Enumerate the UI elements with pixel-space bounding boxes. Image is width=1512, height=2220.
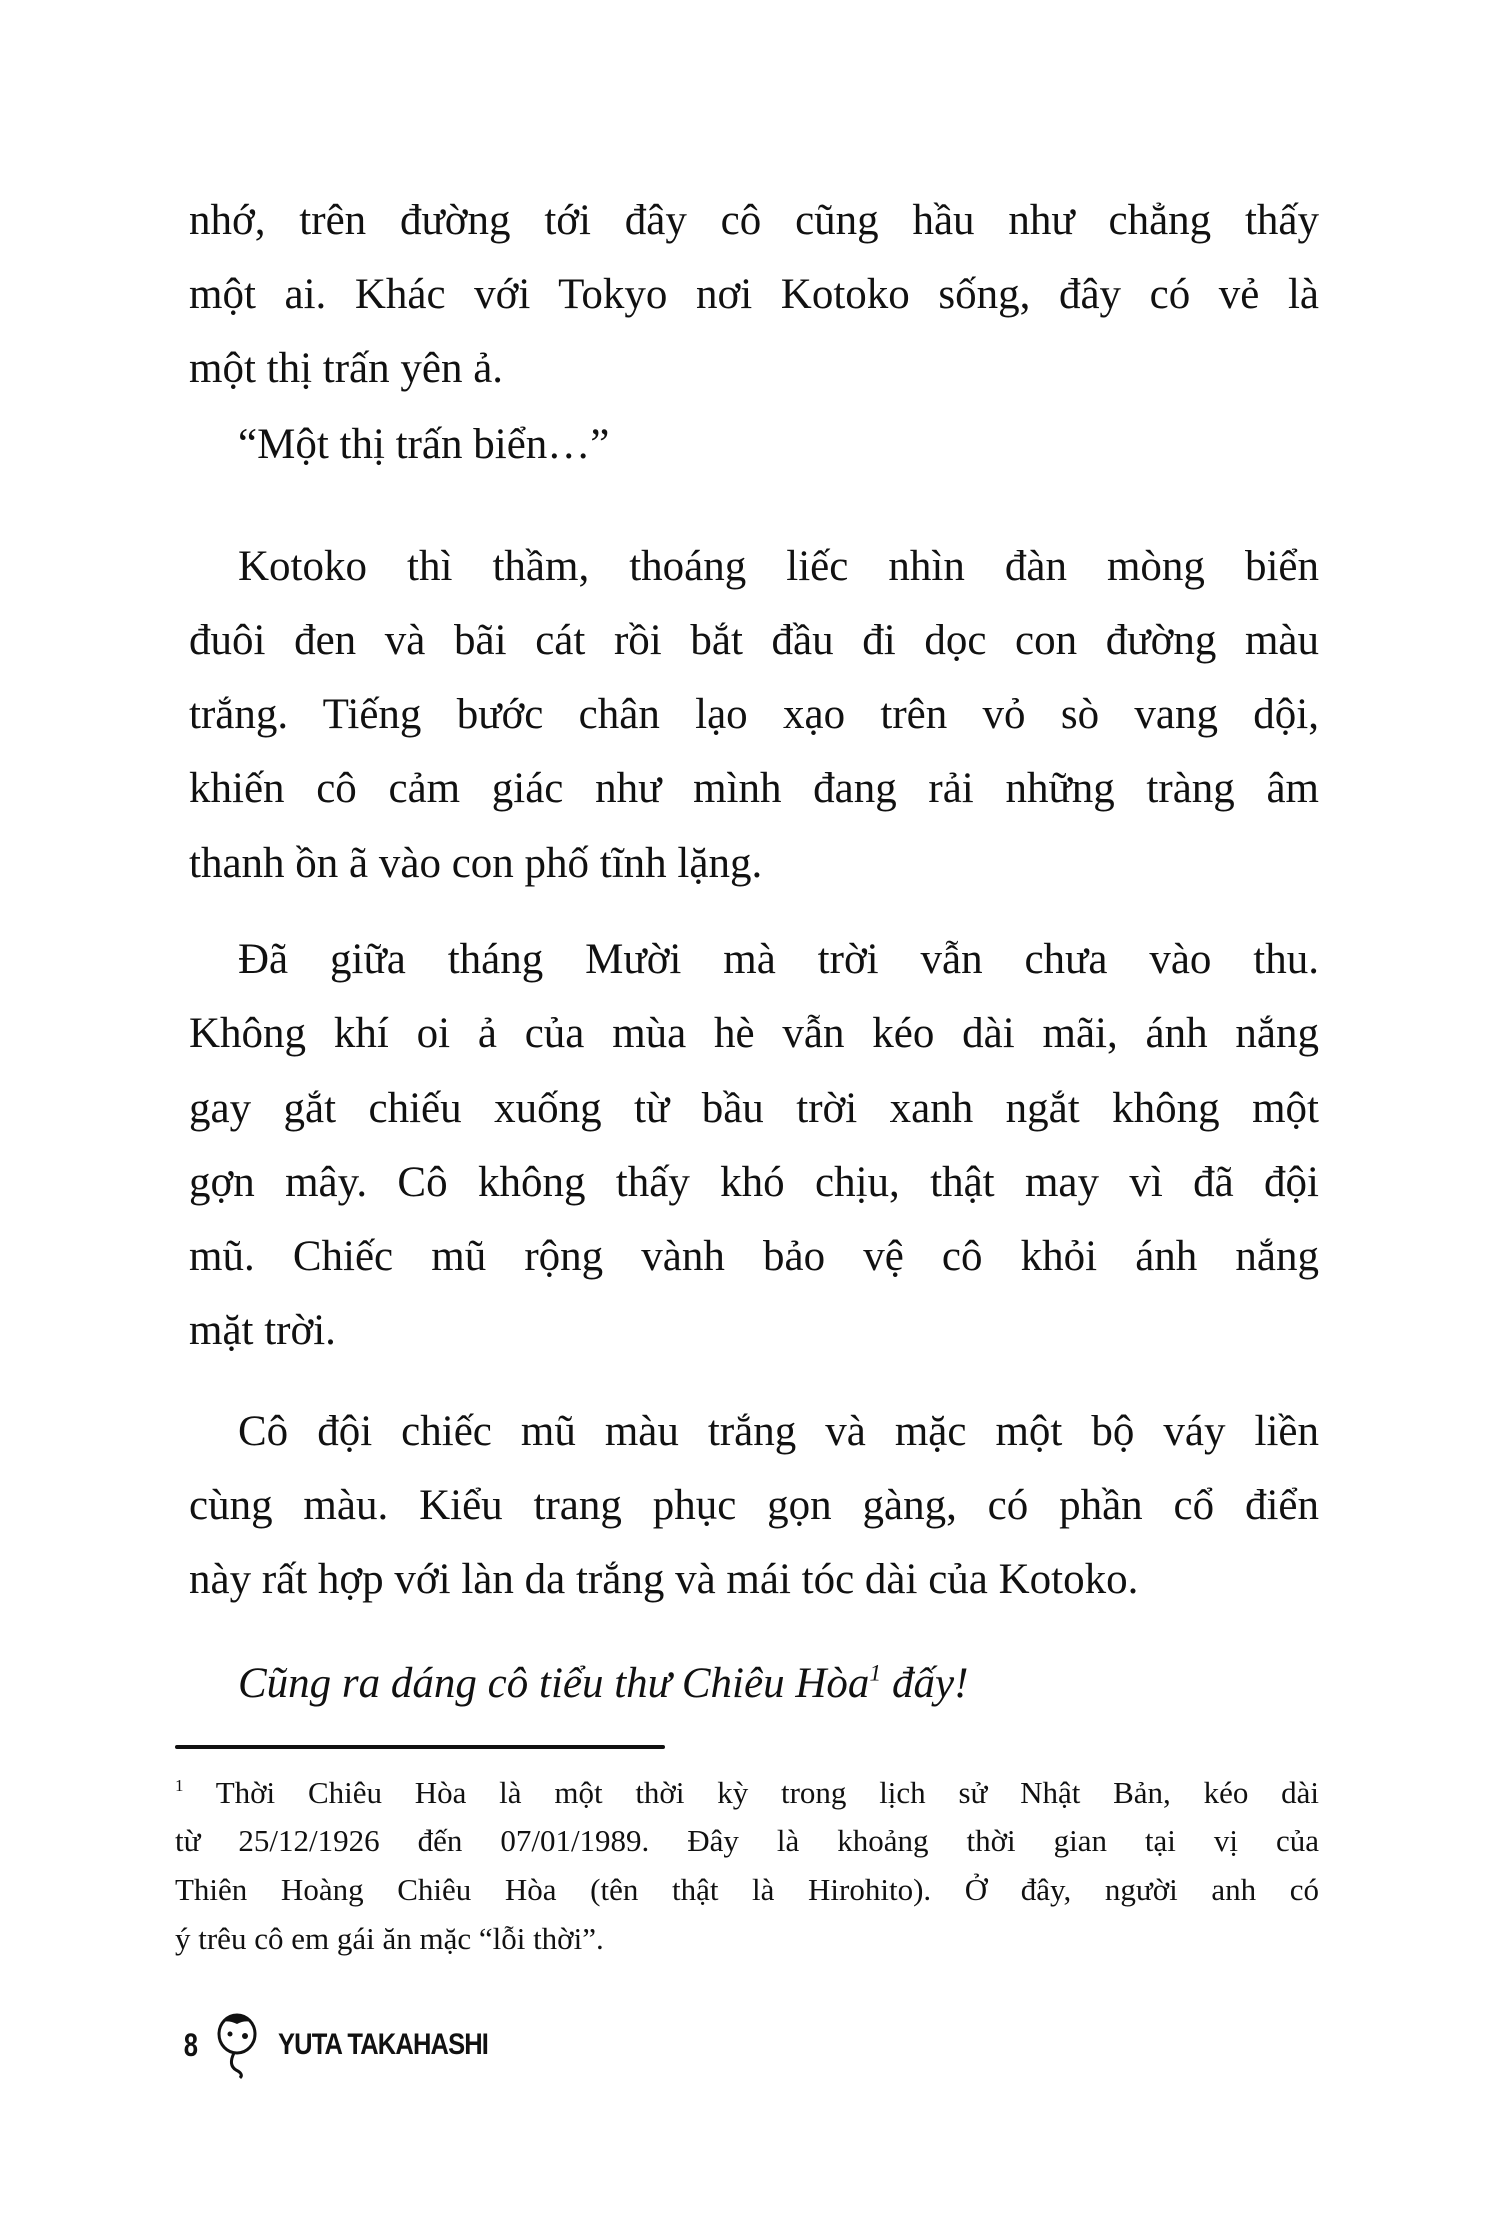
italic-text: Cũng ra dáng cô tiểu thư Chiêu Hòa — [238, 1660, 870, 1707]
footnote-line: Thiên Hoàng Chiêu Hòa (tên thật là Hirohito). Ở đây, người anh có — [175, 1872, 1319, 1907]
footnote-reference: 1 — [869, 1660, 882, 1687]
text-line: mũ. Chiếc mũ rộng vành bảo vệ cô khỏi ánh nắng — [189, 1233, 1319, 1280]
text-line: khiến cô cảm giác như mình đang rải những tràng âm — [189, 765, 1319, 812]
text-line: một thị trấn yên ả. — [189, 345, 504, 392]
text-line: đuôi đen và bãi cát rồi bắt đầu đi dọc con đường màu — [189, 617, 1319, 664]
text-line: trắng. Tiếng bước chân lạo xạo trên vỏ sò vang dội, — [189, 691, 1319, 738]
text-line: Cô đội chiếc mũ màu trắng và mặc một bộ váy liền — [238, 1408, 1319, 1455]
text-line: gợn mây. Cô không thấy khó chịu, thật may vì đã đội — [189, 1159, 1319, 1206]
page-number: 8 — [183, 2026, 199, 2063]
text-line: cùng màu. Kiểu trang phục gọn gàng, có phần cổ điển — [189, 1482, 1319, 1529]
text-line: một ai. Khác với Tokyo nơi Kotoko sống, đây có vẻ là — [189, 271, 1319, 318]
author-name: YUTA TAKAHASHI — [277, 2028, 488, 2061]
text-line: này rất hợp với làn da trắng và mái tóc dài của Kotoko. — [189, 1556, 1139, 1603]
footnote-text: Thời Chiêu Hòa là một thời kỳ trong lịch sử Nhật Bản, kéo dài — [183, 1775, 1319, 1810]
footnote-line: từ 25/12/1926 đến 07/01/1989. Đây là khoảng thời gian tại vị của — [175, 1823, 1319, 1858]
cat-logo-icon — [214, 2010, 260, 2080]
footnote-line: ý trêu cô em gái ăn mặc “lỗi thời”. — [175, 1921, 604, 1956]
text-line: thanh ồn ã vào con phố tĩnh lặng. — [189, 840, 763, 887]
text-line: “Một thị trấn biển…” — [238, 421, 610, 468]
text-line: mặt trời. — [189, 1307, 336, 1354]
text-line: Đã giữa tháng Mười mà trời vẫn chưa vào thu. — [238, 936, 1319, 983]
text-line: gay gắt chiếu xuống từ bầu trời xanh ngắt không một — [189, 1085, 1319, 1132]
italic-thought — [238, 1647, 1319, 1721]
text-line: nhớ, trên đường tới đây cô cũng hầu như chẳng thấy — [189, 197, 1319, 244]
text-line: Kotoko thì thầm, thoáng liếc nhìn đàn mòng biển — [238, 543, 1319, 590]
italic-text-end: đấy! — [881, 1660, 969, 1707]
footnote-line — [175, 1769, 1319, 1817]
text-line: Không khí oi ả của mùa hè vẫn kéo dài mãi, ánh nắng — [189, 1010, 1319, 1057]
footnote-marker: 1 — [175, 1776, 184, 1796]
page-footer — [182, 2010, 525, 2080]
footnote-divider — [175, 1745, 665, 1749]
